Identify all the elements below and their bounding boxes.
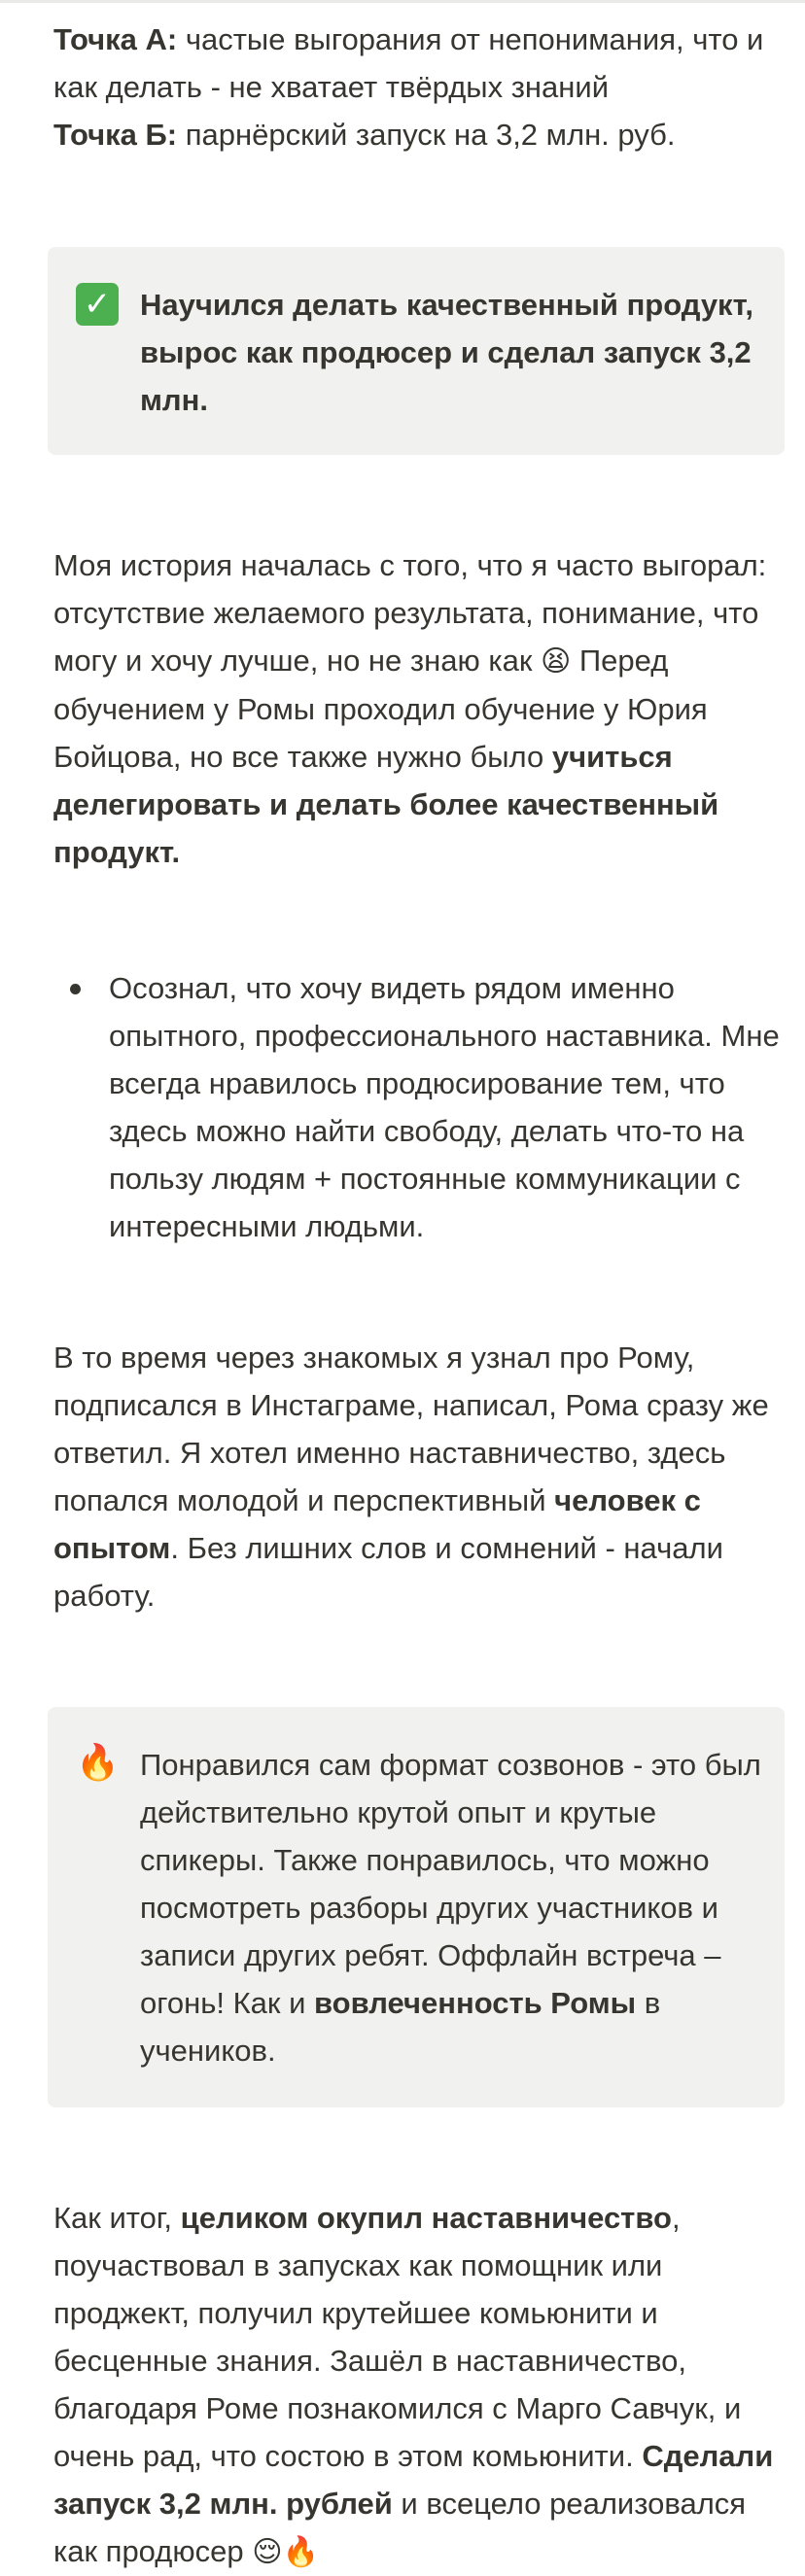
check-mark-icon: ✓ — [76, 283, 119, 326]
summary-text-1: Как итог, — [53, 2201, 181, 2235]
result-callout-text: Научился делать качественный продукт, вырос как продюсер и сделал запуск 3,2 млн. — [140, 288, 754, 417]
meeting-text-2: . Без лишних слов и сомнений - начали работу. — [53, 1531, 723, 1613]
meeting-text-1: В то время через знакомых я узнал про Рому, подписался в Инстаграме, написал, Рома сразу же ответил. Я хотел именно наставничество, здесь попался молодой и перспективный — [53, 1340, 769, 1517]
story-bold: учиться делегировать и делать более качественный продукт. — [53, 740, 719, 869]
story-paragraph — [53, 541, 783, 876]
format-text: Понравился сам формат созвонов - это был действительно крутой опыт и крутые спикеры. Также понравилось, что можно посмотреть разборы других участников и записи других ребят. Оффлайн встреча – огонь! Как и — [140, 1748, 761, 2020]
relieved-face-emoji: 😌 — [252, 2535, 283, 2569]
story-text-2: Перед обучением у Ромы проходил обучение у Юрия Бойцова, но все также нужно было — [53, 644, 708, 774]
meeting-bold: человек с опытом — [53, 1483, 701, 1565]
format-bold: вовлеченность Ромы — [314, 1986, 637, 2020]
list-item — [53, 964, 783, 1250]
point-b-label: Точка Б: — [53, 118, 178, 152]
point-a-label: Точка А: — [53, 22, 178, 56]
summary-text-2: , поучаствовал в запусках как помощник или проджект, получил крутейшее комьюнити и бесценные знания. Зашёл в наставничество, благодаря Роме познакомился с Марго Савчук, и очень рад, что состою в этом комьюнити. — [53, 2201, 742, 2473]
point-a-text: частые выгорания от непонимания, что и как делать - не хватает твёрдых знаний — [53, 22, 764, 104]
summary-bold-2: Сделали запуск 3,2 млн. рублей — [53, 2439, 774, 2521]
summary-bold-1: целиком окупил наставничество — [180, 2201, 672, 2235]
format-callout — [48, 1707, 785, 2107]
format-callout-text — [140, 1741, 762, 2074]
bullet-list — [53, 964, 783, 1250]
fire-icon: 🔥 — [76, 1743, 120, 1783]
meeting-paragraph — [53, 1334, 783, 1619]
points-paragraph — [53, 16, 783, 158]
point-b-text: парнёрский запуск на 3,2 млн. руб. — [177, 118, 676, 152]
fire-emoji: 🔥 — [282, 2535, 319, 2569]
top-divider — [0, 0, 805, 3]
bullet-text: Осознал, что хочу видеть рядом именно опытного, профессионального наставника. Мне всегда нравилось продюсирование тем, что здесь можно найти свободу, делать что-то на пользу людям + постоянные коммуникации с интересными людьми. — [109, 971, 780, 1243]
bullet-dot — [70, 984, 81, 994]
summary-text-3: и всецело реализовался как продюсер — [53, 2487, 747, 2568]
summary-paragraph — [53, 2194, 783, 2576]
story-text-1: Моя история началась с того, что я часто выгорал: отсутствие желаемого результата, понимание, что могу и хочу лучше, но не знаю как — [53, 548, 767, 678]
result-callout — [48, 247, 785, 455]
tired-face-emoji: 😫 — [541, 644, 572, 679]
format-text-end: в учеников. — [140, 1986, 661, 2068]
